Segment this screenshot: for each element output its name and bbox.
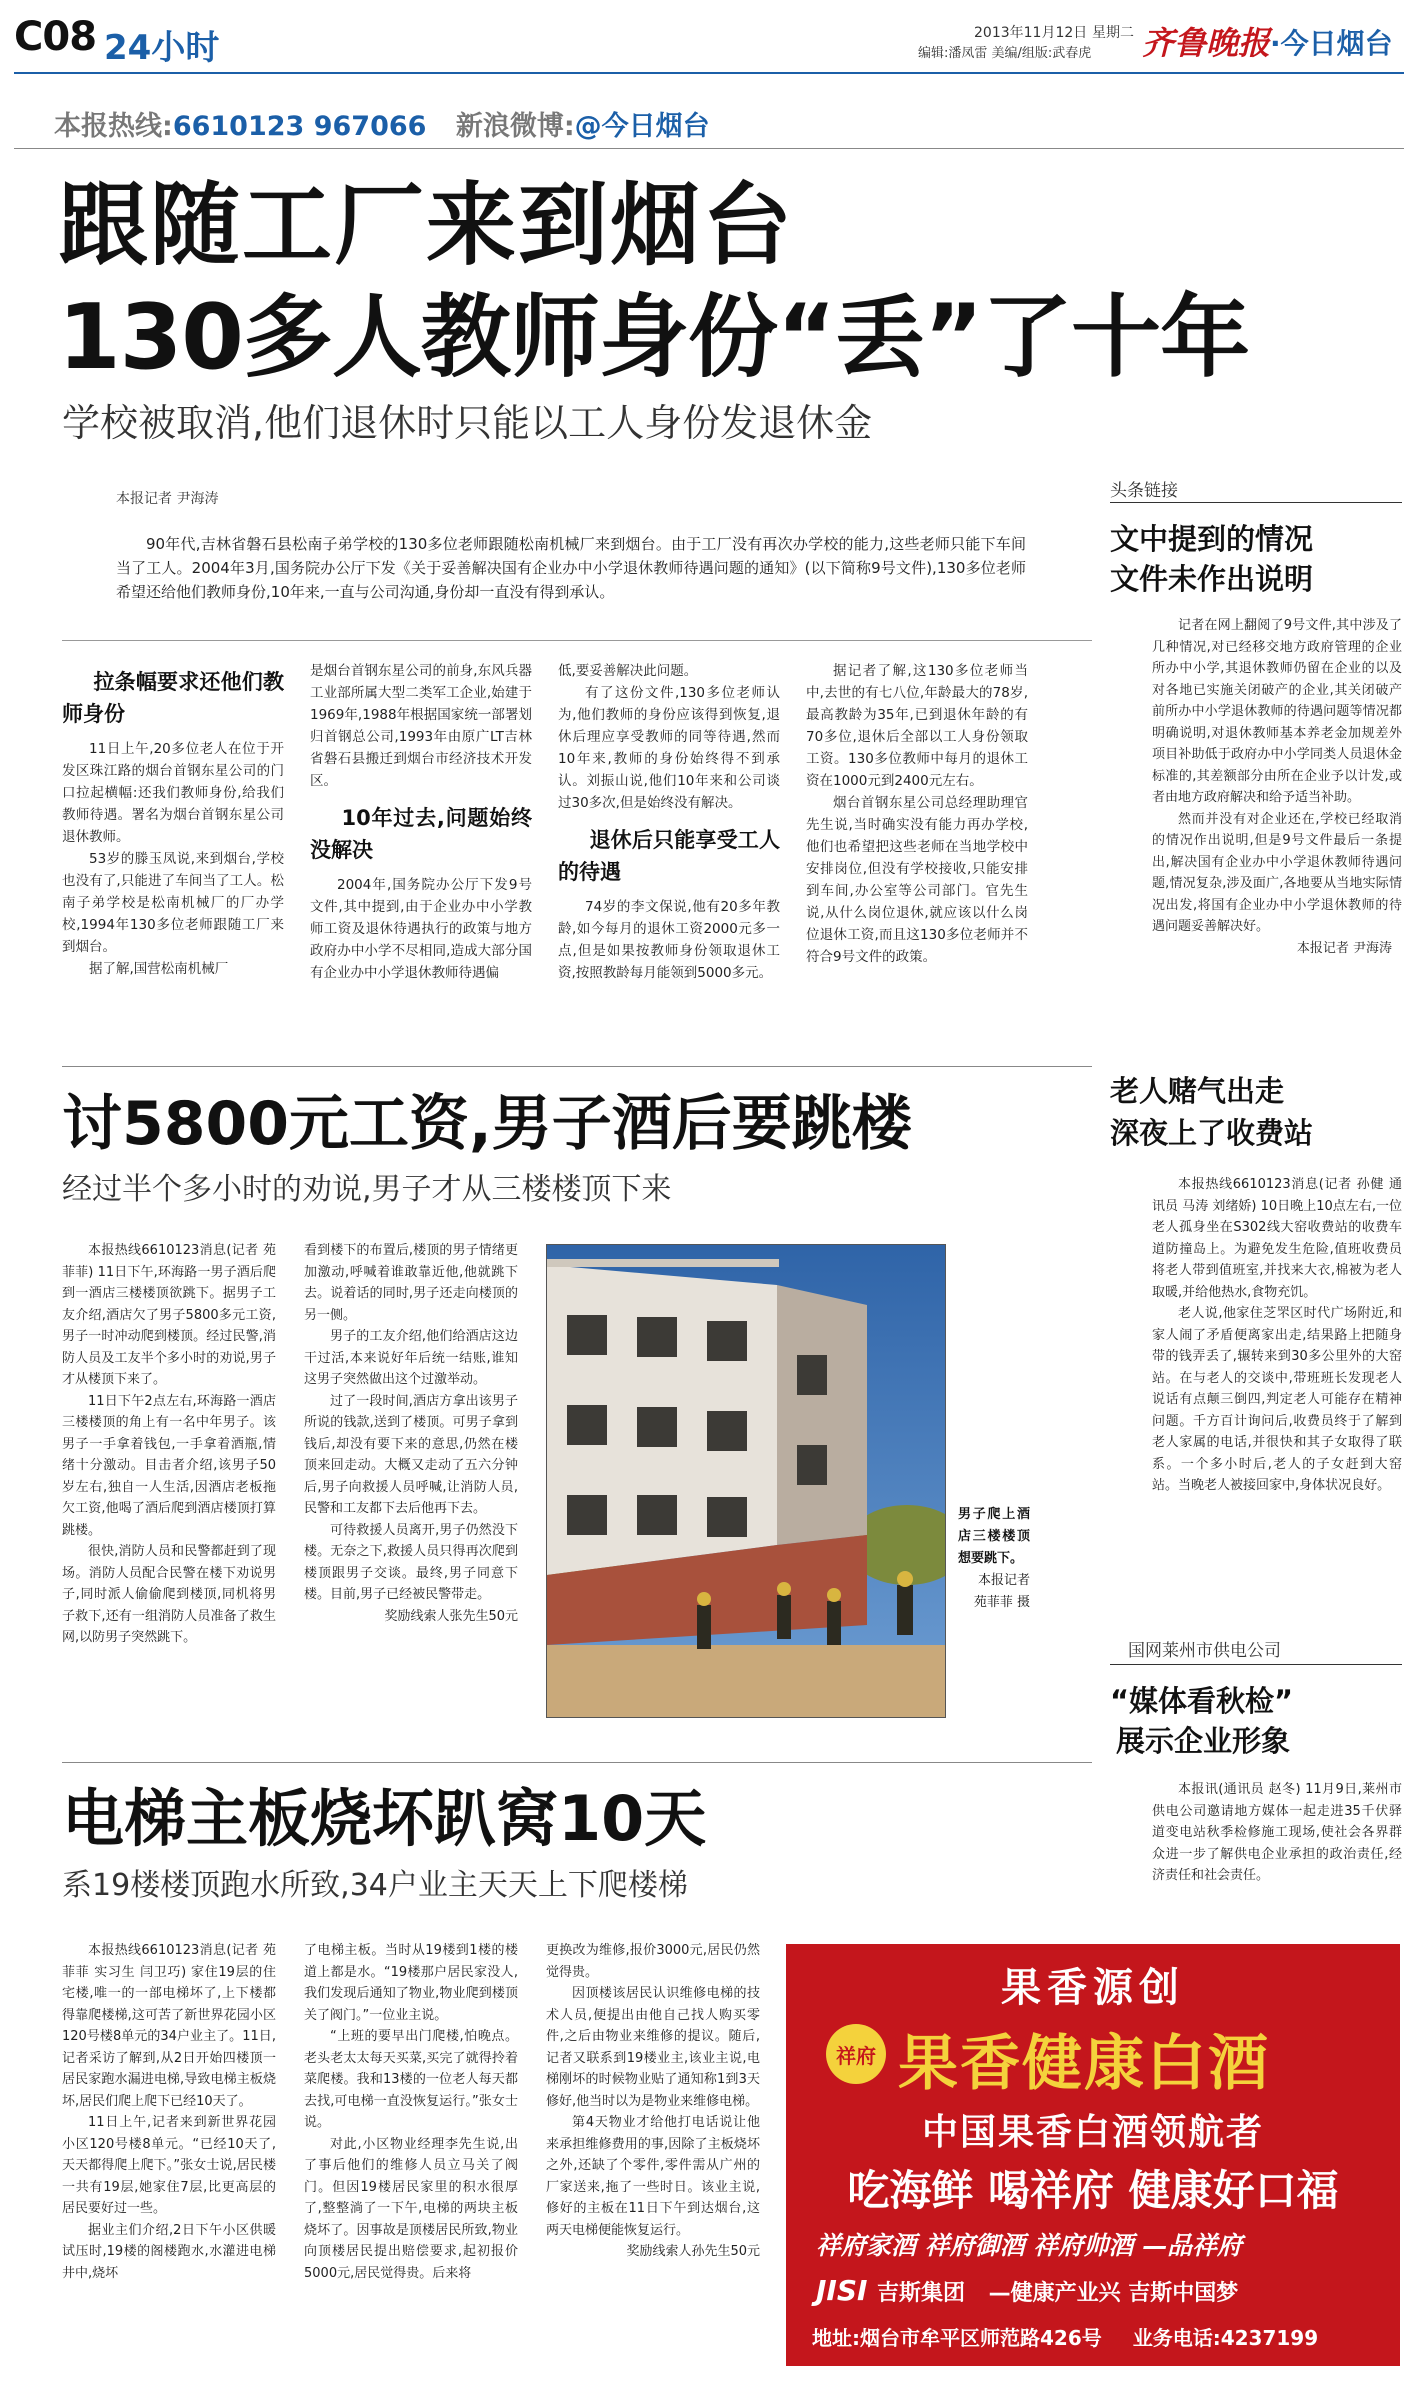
story1-headline-line2: 130多人教师身份“丢”了十年 xyxy=(58,285,1250,390)
building-photo-image xyxy=(547,1245,946,1718)
story3-column-1 xyxy=(62,1940,276,2284)
sidebar2-paragraph: 本报热线6610123消息(记者 孙健 通讯员 马涛 刘绪娇) 10日晚上10点左右,一位老人孤身坐在S302线大窑收费站的收费车道防撞岛上。为避免发生危险,值班收费员将老人带到值班室,并找来大衣,棉被为老人取暖,并给他热水,食物充饥。 xyxy=(1152,1177,1402,1300)
story1-paragraph: 74岁的李文保说,他有20多年教龄,如今每月的退休工资2000元多一点,但是如果按教师身份领取退休工资,按照教龄每月能领到5000多元。 xyxy=(558,899,780,981)
story3-paragraph: “上班的要早出门爬楼,怕晚点。老头老太太每天买菜,买完了就得拎着菜爬楼。我和13楼的一位老人每天都去找,可电梯一直没恢复运行。”张女士说。 xyxy=(304,2029,518,2130)
sidebar3-headline-line2: 展示企业形象 xyxy=(1116,1724,1291,1758)
weibo-label: 新浪微博: xyxy=(455,111,575,142)
hotline-rule xyxy=(14,148,1404,149)
story2-paragraph: 可待救援人员离开,男子仍然没下楼。无奈之下,救援人员只得再次爬到楼顶跟男子交谈。最终,男子同意下楼。目前,男子已经被民警带走。 xyxy=(304,1522,518,1602)
hotline-bar xyxy=(54,104,710,143)
story1-subhead-1: 拉条幅要求还他们教师身份 xyxy=(62,670,284,726)
story2-photo-caption xyxy=(958,1504,1030,1614)
ad-group-name: 吉斯集团 xyxy=(877,2281,966,2306)
ad-series: 祥府家酒 祥府御酒 祥府帅酒 —品祥府 xyxy=(816,2231,1243,2260)
ad-product-name: 果香健康白酒 xyxy=(898,2029,1270,2099)
hotline-label: 本报热线: xyxy=(54,111,173,142)
story1-headline-line1: 跟随工厂来到烟台 xyxy=(58,173,794,278)
liquor-advertisement xyxy=(786,1944,1400,2366)
issue-weekday: 星期二 xyxy=(1092,25,1134,41)
story3-paragraph: 对此,小区物业经理李先生说,出了事后他们的维修人员立马关了阀门。但因19楼居民家里的积水很厚了,整整淌了一下午,电梯的两块主板烧坏了。因事故是顶楼居民所致,物业向顶楼居民提出赔偿要求,起初报价5000元,居民觉得贵。后来将 xyxy=(304,2136,518,2281)
story2-photo-credit-label: 本报记者 xyxy=(977,1573,1030,1588)
sidebar1-paragraph: 然而并没有对企业还在,学校已经取消的情况作出说明,但是9号文件最后一条提出,解决国有企业办中小学退休教师待遇问题,情况复杂,涉及面广,各地要从当地实际情况出发,将国有企业办中小学退休教师的待遇问题妥善解决好。 xyxy=(1152,811,1402,934)
story2-reward: 奖励线索人张先生50元 xyxy=(384,1608,518,1624)
header-rule xyxy=(14,72,1404,74)
sidebar1-headline-line1: 文中提到的情况 xyxy=(1110,522,1314,556)
story1-lead xyxy=(116,532,1026,604)
story1-paragraph: 烟台首钢东星公司总经理助理官先生说,当时确实没有能力再办学校,他们也希望把这些老师在当地学校中安排岗位,但没有学校接收,只能安排到车间,办公室等公司部门。官先生说,从什么岗位退休,就应该以什么岗位退休工资,而且这130多位老师并不符合9号文件的政策。 xyxy=(806,795,1028,965)
story1-paragraph: 据了解,国营松南机械厂 xyxy=(89,961,229,977)
story3-paragraph: 11日上午,记者来到新世界花园小区120号楼8单元。“已经10天了,天天都得爬上爬下。”张女士说,居民楼一共有19层,她家住7层,比更高层的居民要好过一些。 xyxy=(62,2115,276,2216)
story2-photo xyxy=(546,1244,946,1718)
story1-column-1 xyxy=(62,660,284,980)
sidebar1-paragraph: 记者在网上翻阅了9号文件,其中涉及了几种情况,对已经移交地方政府管理的企业所办中小学,其退休教师仍留在企业的以及对各地已实施关闭破产的企业,其关闭破产前所办中小学退休教师的待遇问题等情况都明确说明,对退休教师基本养老金加规差外项目补助低于政府办中小学同类人员退休金标准的,其差额部分由所在企业予以计发,或者由地方政府解决和给予适当补助。 xyxy=(1152,618,1402,805)
story1-subheadline: 学校被取消,他们退休时只能以工人身份发退休金 xyxy=(62,401,873,445)
story2-headline: 讨5800元工资,男子酒后要跳楼 xyxy=(62,1089,912,1159)
story1-paragraph: 11日上午,20多位老人在位于开发区珠江路的烟台首钢东星公司的门口拉起横幅:还我们教师身份,给我们教师待遇。署名为烟台首钢东星公司退休教师。 xyxy=(62,741,284,845)
story1-paragraph: 53岁的滕玉凤说,来到烟台,学校也没有了,只能进了车间当了工人。松南子弟学校是松南机械厂的厂办学校,1994年130多位老师跟随工厂来到烟台。 xyxy=(62,851,284,955)
sidebar1 xyxy=(1110,476,1402,959)
story2-subheadline: 经过半个多小时的劝说,男子才从三楼楼顶下来 xyxy=(62,1172,672,1207)
sidebar3-body xyxy=(1152,1779,1402,1887)
story1-paragraph: 据记者了解,这130多位老师当中,去世的有七八位,年龄最大的78岁,最高教龄为35年,已到退休年龄的有70多位,退休后全部以工人身份领取工资。130多位教师中每月的退休工资在1000元到2400元左右。 xyxy=(806,663,1028,789)
hotline-numbers: 6610123 967066 xyxy=(172,111,427,142)
sidebar3 xyxy=(1110,1636,1402,1887)
section-name: 24小时 xyxy=(104,28,220,68)
page-code: C08 xyxy=(14,14,97,60)
story3-column-3 xyxy=(546,1940,760,2263)
story1-subhead-2: 10年过去,问题始终没解决 xyxy=(310,806,532,862)
ad-group-row xyxy=(816,2274,1238,2307)
story2-paragraph: 很快,消防人员和民警都赶到了现场。消防人员配合民警在楼下劝说男子,同时派人偷偷爬到楼顶,同机将男子救下,还有一组消防人员准备了救生网,以防男子突然跳下。 xyxy=(62,1544,276,1645)
story3-paragraph: 第4天物业才给他打电话说让他来承担维修费用的事,因除了主板烧坏之外,还缺了个零件,零件需从广州的厂家送来,拖了一些时日。该业主说,修好的主板在11日下午到达烟台,这两天电梯便能恢复运行。 xyxy=(546,2115,760,2238)
story1-paragraph: 有了这份文件,130多位老师认为,他们教师的身份应该得到恢复,退休后理应享受教师的同等待遇,然而10年来,教师的身份始终得不到承认。刘振山说,他们10年来和公司谈过30多次,但是始终没有解决。 xyxy=(558,685,780,811)
sidebar2-headline-line2: 深夜上了收费站 xyxy=(1110,1116,1314,1150)
ad-phone: 业务电话:4237199 xyxy=(1132,2326,1319,2350)
issue-date: 2013年11月12日 xyxy=(974,25,1088,41)
sidebar3-tag: 国网莱州市供电公司 xyxy=(1128,1641,1281,1661)
story2-caption-text: 男子爬上酒店三楼楼顶想要跳下。 xyxy=(958,1507,1030,1566)
story2-column-2 xyxy=(304,1240,518,1627)
sidebar2-body xyxy=(1152,1174,1402,1497)
story3-paragraph: 更换改为维修,报价3000元,居民仍然觉得贵。 xyxy=(546,1943,760,1980)
sidebar3-paragraph: 本报讯(通讯员 赵冬) 11月9日,莱州市供电公司邀请地方媒体一起走进35千伏驿道变电站秋季检修施工现场,使社会各界群众进一步了解供电企业承担的政治责任,经济责任和社会责任。 xyxy=(1152,1782,1402,1883)
story3-paragraph: 本报热线6610123消息(记者 苑菲菲 实习生 闫卫巧) 家住19层的住宅楼,唯一的一部电梯坏了,上下楼都得靠爬楼梯,这可苦了新世界花园小区120号楼8单元的34户业主了。11日,记者采访了解到,从2日开始四楼顶一居民家跑水漏进电梯,导致电梯主板烧坏,居民们爬上爬下已经10天了。 xyxy=(62,1943,276,2109)
edition-name: ·今日烟台 xyxy=(1270,27,1393,60)
story1-byline: 本报记者 尹海涛 xyxy=(116,491,219,507)
sidebar2 xyxy=(1110,1070,1402,1497)
story3-paragraph: 了电梯主板。当时从19楼到1楼的楼道上都是水。“19楼那户居民家没人,我们发现后通知了物业,物业爬到楼顶关了阀门。”一位业主说。 xyxy=(304,1943,518,2023)
sidebar1-tag-rule xyxy=(1110,502,1402,503)
story3-paragraph: 据业主们介绍,2日下午小区供暖试压时,19楼的阁楼跑水,水灌进电梯井中,烧坏 xyxy=(62,2222,276,2281)
section-divider-1 xyxy=(62,1066,1092,1067)
story1-paragraph: 是烟台首钢东星公司的前身,东风兵器工业部所属大型二类军工企业,始建于1969年,1988年根据国家统一部署划归首钢总公司,1993年由原广LT吉林省磐石县搬迁到烟台市经济技术开发区。 xyxy=(310,663,532,789)
sidebar2-headline-line1: 老人赌气出走 xyxy=(1110,1074,1285,1108)
story1-paragraph: 2004年,国务院办公厅下发9号文件,其中提到,由于企业办中小学教师工资及退休待遇执行的政策与地方政府办中小学不尽相同,造成大部分国有企业办中小学退休教师待遇偏 xyxy=(310,877,532,981)
story1-lead-rule xyxy=(62,640,1092,641)
story2-paragraph: 看到楼下的布置后,楼顶的男子情绪更加激动,呼喊着谁敢靠近他,他就跳下去。说着话的同时,男子还走向楼顶的另一侧。 xyxy=(304,1243,518,1323)
editors-line: 编辑:潘凤雷 美编/组版:武春虎 xyxy=(918,46,1092,61)
ad-brand-seal xyxy=(826,2024,886,2084)
sidebar1-byline: 本报记者 尹海涛 xyxy=(1296,940,1392,956)
sidebar3-tag-rule xyxy=(1110,1664,1402,1665)
ad-brand-seal-text: 祥府 xyxy=(836,2043,876,2068)
jisi-logo-icon: JISI xyxy=(816,2274,868,2307)
ad-slogan-1: 中国果香白酒领航者 xyxy=(921,2111,1264,2153)
sidebar1-body xyxy=(1152,615,1402,959)
story3-paragraph: 因顶楼该居民认识维修电梯的技术人员,便提出由他自己找人购买零件,之后由物业来维修的提议。随后,记者又联系到19楼业主,该业主说,电梯刚坏的时候物业贴了通知称1到3天修好,他当时以为是物业来维修电梯。 xyxy=(546,1986,760,2109)
story2-paragraph: 男子的工友介绍,他们给酒店这边干过活,本来说好年后统一结账,谁知这男子突然做出这个过激举动。 xyxy=(304,1329,518,1387)
story1-column-3 xyxy=(558,660,780,984)
story3-subheadline: 系19楼楼顶跑水所致,34户业主天天上下爬楼梯 xyxy=(62,1868,688,1903)
story1-paragraph: 低,要妥善解决此问题。 xyxy=(558,663,698,679)
story2-column-1 xyxy=(62,1240,276,1649)
newspaper-logo: 齐鲁晚报 xyxy=(1142,24,1271,62)
ad-title: 果香源创 xyxy=(1001,1964,1185,2011)
sidebar1-tag: 头条链接 xyxy=(1110,481,1178,501)
ad-group-slogan: —健康产业兴 吉斯中国梦 xyxy=(988,2281,1239,2306)
story1-column-2 xyxy=(310,660,532,984)
story3-reward: 奖励线索人孙先生50元 xyxy=(626,2244,760,2259)
story3-column-2 xyxy=(304,1940,518,2284)
story1-subhead-3: 退休后只能享受工人的待遇 xyxy=(558,828,780,884)
story1-column-4 xyxy=(806,660,1028,968)
section-divider-2 xyxy=(62,1762,1092,1763)
story2-paragraph: 11日下午2点左右,环海路一酒店三楼楼顶的角上有一名中年男子。该男子一手拿着钱包,一手拿着酒瓶,情绪十分激动。目击者介绍,该男子50岁左右,独自一人生活,因酒店老板拖欠工资,他喝了酒后爬到酒店楼顶打算跳楼。 xyxy=(62,1393,276,1538)
story2-photo-credit-name: 苑菲菲 摄 xyxy=(973,1595,1030,1610)
weibo-handle: @今日烟台 xyxy=(574,111,710,142)
story2-paragraph: 本报热线6610123消息(记者 苑菲菲) 11日下午,环海路一男子酒后爬到一酒店三楼楼顶欲跳下。据男子工友介绍,酒店欠了男子5800多元工资,男子一时冲动爬到楼顶。经过民警,消防人员及工友半个多小时的劝说,男子才从楼顶下来了。 xyxy=(62,1243,276,1387)
ad-address: 地址:烟台市牟平区师范路426号 xyxy=(812,2326,1102,2350)
story2-paragraph: 过了一段时间,酒店方拿出该男子所说的钱款,送到了楼顶。可男子拿到钱后,却没有要下来的意思,仍然在楼顶来回走动。大概又走动了五六分钟后,男子向救援人员呼喊,让消防人员,民警和工友都下去后他再下去。 xyxy=(304,1393,518,1516)
page-header xyxy=(0,0,1417,80)
story1-lead-text: 90年代,吉林省磐石县松南子弟学校的130多位老师跟随松南机械厂来到烟台。由于工厂没有再次办学校的能力,这些老师只能下车间当了工人。2004年3月,国务院办公厅下发《关于妥善解决国有企业办中小学退休教师待遇问题的通知》(以下简称9号文件),130多位老师希望还给他们教师身份,10年来,一直与公司沟通,身份却一直没有得到承认。 xyxy=(116,535,1026,601)
sidebar1-headline-line2: 文件未作出说明 xyxy=(1110,562,1314,596)
ad-contact-row xyxy=(812,2322,1318,2351)
sidebar3-headline-line1: “媒体看秋检” xyxy=(1110,1684,1294,1718)
ad-slogan-2: 吃海鲜 喝祥府 健康好口福 xyxy=(847,2166,1339,2215)
sidebar2-paragraph: 老人说,他家住芝罘区时代广场附近,和家人闹了矛盾便离家出走,结果路上把随身带的钱弄丢了,辗转来到30多公里外的大窑站。在与老人的交谈中,带班班长发现老人说话有点颠三倒四,判定老人可能存在精神问题。千方百计询问后,收费员终于了解到老人家属的电话,并很快和其子女取得了联系。一个多小时后,老人的子女赶到大窑站。当晚老人被接回家中,身体状况良好。 xyxy=(1152,1306,1402,1493)
story3-headline: 电梯主板烧坏趴窝10天 xyxy=(62,1782,707,1855)
